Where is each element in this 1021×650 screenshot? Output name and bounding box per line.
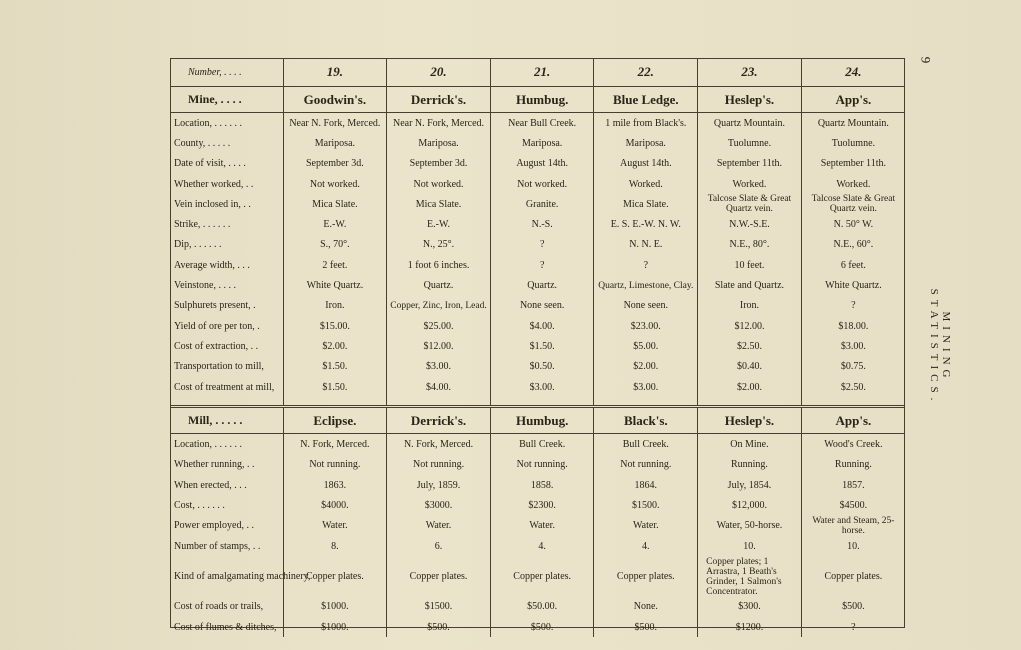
table-row xyxy=(170,516,905,536)
mine-number: 24. xyxy=(801,58,905,87)
table-cell: ? xyxy=(594,255,698,275)
table-cell: 4. xyxy=(490,536,594,556)
table-cell: $3000. xyxy=(387,495,491,515)
table-row xyxy=(170,357,905,377)
mine-number: 23. xyxy=(698,58,802,87)
mining-statistics-table xyxy=(170,58,905,637)
table-cell: $1500. xyxy=(387,597,491,617)
table-cell: 2 feet. xyxy=(283,255,387,275)
mine-number: 19. xyxy=(283,58,387,87)
mine-name: Derrick's. xyxy=(387,87,491,113)
row-label: Veinstone, . . . . xyxy=(174,280,236,292)
table-cell: E.-W. xyxy=(283,214,387,234)
mine-header-row xyxy=(170,87,905,113)
mill-label: Mill, . . . . . xyxy=(170,407,283,434)
table-row xyxy=(170,113,905,134)
table-cell: Near N. Fork, Merced. xyxy=(283,113,387,134)
row-label: Location, . . . . . . xyxy=(174,438,243,450)
table-cell: September 11th. xyxy=(801,154,905,174)
table-cell: Quartz Mountain. xyxy=(698,113,802,134)
table-row xyxy=(170,336,905,356)
table-cell: Water. xyxy=(387,516,491,536)
table-row xyxy=(170,235,905,255)
table-cell: Quartz Mountain. xyxy=(801,113,905,134)
table-cell: Copper plates. xyxy=(801,557,905,597)
table-row xyxy=(170,154,905,174)
table-cell: $1.50. xyxy=(283,357,387,377)
mill-name: Derrick's. xyxy=(387,407,491,434)
table-cell: $500. xyxy=(801,597,905,617)
table-cell: 10. xyxy=(698,536,802,556)
table-cell: $0.40. xyxy=(698,357,802,377)
table-cell: $0.75. xyxy=(801,357,905,377)
table-cell: Wood's Creek. xyxy=(801,434,905,455)
table-cell: Near N. Fork, Merced. xyxy=(387,113,491,134)
table-cell: September 3d. xyxy=(283,154,387,174)
table-cell: ? xyxy=(801,296,905,316)
table-cell: 1858. xyxy=(490,475,594,495)
row-label: Vein inclosed in, . . xyxy=(174,198,251,210)
table-cell: Not worked. xyxy=(387,174,491,194)
table-row xyxy=(170,475,905,495)
table-cell: Not running. xyxy=(594,455,698,475)
table-row xyxy=(170,194,905,214)
table-cell: Worked. xyxy=(801,174,905,194)
table-cell: N. Fork, Merced. xyxy=(283,434,387,455)
table-cell: $18.00. xyxy=(801,316,905,336)
row-label: Location, . . . . . . xyxy=(174,117,243,129)
table-cell: $500. xyxy=(594,617,698,637)
table-row xyxy=(170,597,905,617)
row-label: County, . . . . . xyxy=(174,137,231,149)
mill-name: Black's. xyxy=(594,407,698,434)
table-cell: September 3d. xyxy=(387,154,491,174)
table-cell: $23.00. xyxy=(594,316,698,336)
page-number: 9 xyxy=(918,56,934,64)
table-cell: Running. xyxy=(801,455,905,475)
table-cell: $15.00. xyxy=(283,316,387,336)
table-cell: Quartz. xyxy=(387,275,491,295)
table-cell: E.-W. xyxy=(387,214,491,234)
table-cell: $2.50. xyxy=(698,336,802,356)
row-label: Kind of amalgamating machinery, xyxy=(174,571,311,582)
table-cell: 1857. xyxy=(801,475,905,495)
table-cell: Copper plates. xyxy=(594,557,698,597)
row-label: Strike, . . . . . . xyxy=(174,219,231,231)
table-cell: $50.00. xyxy=(490,597,594,617)
divider-cell xyxy=(801,397,905,407)
table-cell: N. N. E. xyxy=(594,235,698,255)
row-label: Number of stamps, . . xyxy=(174,540,261,552)
table-cell: Worked. xyxy=(698,174,802,194)
table-cell: 6. xyxy=(387,536,491,556)
table-cell: Granite. xyxy=(490,194,594,214)
table-cell: Not running. xyxy=(387,455,491,475)
table-cell: 8. xyxy=(283,536,387,556)
row-label: Cost of treatment at mill, xyxy=(174,381,275,393)
table-cell: Not running. xyxy=(283,455,387,475)
mine-name: App's. xyxy=(801,87,905,113)
table-cell: $2.00. xyxy=(283,336,387,356)
divider-cell xyxy=(387,397,491,407)
table-cell: Water. xyxy=(490,516,594,536)
table-cell: White Quartz. xyxy=(283,275,387,295)
table-cell: N.W.-S.E. xyxy=(698,214,802,234)
table-cell: Water. xyxy=(594,516,698,536)
table-cell: E. S. E.-W. N. W. xyxy=(594,214,698,234)
table-row xyxy=(170,495,905,515)
table-cell: Not worked. xyxy=(490,174,594,194)
table-cell: 10 feet. xyxy=(698,255,802,275)
table-cell: Copper, Zinc, Iron, Lead. xyxy=(387,296,491,316)
table-row xyxy=(170,214,905,234)
table-cell: Water, 50-horse. xyxy=(698,516,802,536)
table-cell: $3.00. xyxy=(594,377,698,397)
table-cell: $2300. xyxy=(490,495,594,515)
table-cell: Slate and Quartz. xyxy=(698,275,802,295)
table-cell: July, 1854. xyxy=(698,475,802,495)
table-cell: Mica Slate. xyxy=(387,194,491,214)
table-cell: S., 70°. xyxy=(283,235,387,255)
table-cell: $4000. xyxy=(283,495,387,515)
table-cell: Mariposa. xyxy=(490,133,594,153)
row-label: Cost, . . . . . . xyxy=(174,500,225,512)
table-cell: $2.00. xyxy=(698,377,802,397)
table-cell: $12.00. xyxy=(698,316,802,336)
table-cell: 4. xyxy=(594,536,698,556)
table-cell: August 14th. xyxy=(490,154,594,174)
mill-name: Humbug. xyxy=(490,407,594,434)
table-cell: $300. xyxy=(698,597,802,617)
table-cell: Mica Slate. xyxy=(283,194,387,214)
table-row xyxy=(170,536,905,556)
table-cell: N.E., 60°. xyxy=(801,235,905,255)
mill-header-row xyxy=(170,407,905,434)
table-cell: On Mine. xyxy=(698,434,802,455)
table-cell: $4.00. xyxy=(387,377,491,397)
table-cell: $1.50. xyxy=(490,336,594,356)
table-row xyxy=(170,133,905,153)
table-cell: Copper plates; 1 Arrastra, 1 Beath's Grinder, 1 Salmon's Concentrator. xyxy=(698,557,802,597)
table-cell: July, 1859. xyxy=(387,475,491,495)
mine-name: Humbug. xyxy=(490,87,594,113)
table-cell: N.E., 80°. xyxy=(698,235,802,255)
divider-cell xyxy=(594,397,698,407)
table-cell: $2.00. xyxy=(594,357,698,377)
mill-name: Heslep's. xyxy=(698,407,802,434)
table-cell: N., 25°. xyxy=(387,235,491,255)
table-row xyxy=(170,255,905,275)
table-cell: 10. xyxy=(801,536,905,556)
table-cell: Bull Creek. xyxy=(490,434,594,455)
mine-name: Blue Ledge. xyxy=(594,87,698,113)
table-cell: $12.00. xyxy=(387,336,491,356)
table-cell: $5.00. xyxy=(594,336,698,356)
mine-number: 22. xyxy=(594,58,698,87)
table-cell: Worked. xyxy=(594,174,698,194)
mill-name: Eclipse. xyxy=(283,407,387,434)
table-cell: Tuolumne. xyxy=(698,133,802,153)
row-label: Whether running, . . xyxy=(174,459,255,471)
table-cell: $1.50. xyxy=(283,377,387,397)
table-cell: $3.00. xyxy=(801,336,905,356)
running-head: MINING STATISTICS. xyxy=(928,288,952,406)
mine-label: Mine, . . . . xyxy=(170,87,283,113)
table-row xyxy=(170,174,905,194)
table-cell: $4500. xyxy=(801,495,905,515)
row-label: Yield of ore per ton, . xyxy=(174,320,260,332)
table-cell: $12,000. xyxy=(698,495,802,515)
row-label: Dip, . . . . . . xyxy=(174,239,222,251)
table-cell: Not worked. xyxy=(283,174,387,194)
table-row xyxy=(170,316,905,336)
divider-cell xyxy=(283,397,387,407)
row-label: Transportation to mill, xyxy=(174,361,264,373)
table-cell: None. xyxy=(594,597,698,617)
table-cell: Water and Steam, 25-horse. xyxy=(801,516,905,536)
row-label: Cost of extraction, . . xyxy=(174,340,259,352)
table-cell: Talcose Slate & Great Quartz vein. xyxy=(801,194,905,214)
table-cell: N.-S. xyxy=(490,214,594,234)
table-cell: Talcose Slate & Great Quartz vein. xyxy=(698,194,802,214)
table-cell: ? xyxy=(490,235,594,255)
table-cell: Mariposa. xyxy=(283,133,387,153)
table-cell: 1863. xyxy=(283,475,387,495)
table-cell: N. Fork, Merced. xyxy=(387,434,491,455)
table-cell: August 14th. xyxy=(594,154,698,174)
table-row xyxy=(170,296,905,316)
table-cell: $500. xyxy=(387,617,491,637)
mill-name: App's. xyxy=(801,407,905,434)
row-label: Cost of roads or trails, xyxy=(174,601,264,613)
section-divider xyxy=(170,397,905,407)
table-row xyxy=(170,275,905,295)
table-cell: White Quartz. xyxy=(801,275,905,295)
table-cell: Mica Slate. xyxy=(594,194,698,214)
table-cell: Bull Creek. xyxy=(594,434,698,455)
row-label: Sulphurets present, . xyxy=(174,300,256,312)
table-cell: September 11th. xyxy=(698,154,802,174)
table-cell: Iron. xyxy=(283,296,387,316)
table-cell: 6 feet. xyxy=(801,255,905,275)
divider-cell xyxy=(698,397,802,407)
table-cell: Iron. xyxy=(698,296,802,316)
number-row xyxy=(170,58,905,87)
divider-cell xyxy=(170,397,283,407)
row-label: Cost of flumes & ditches, xyxy=(174,621,277,633)
row-label: When erected, . . . xyxy=(174,479,247,491)
table-cell: ? xyxy=(490,255,594,275)
number-label: Number, . . . . xyxy=(170,58,283,87)
table-cell: Near Bull Creek. xyxy=(490,113,594,134)
table-cell: $1000. xyxy=(283,597,387,617)
table-cell: 1864. xyxy=(594,475,698,495)
table-cell: Copper plates. xyxy=(283,557,387,597)
table-cell: Mariposa. xyxy=(387,133,491,153)
table-cell: Tuolumne. xyxy=(801,133,905,153)
table-cell: Copper plates. xyxy=(387,557,491,597)
table-cell: $1200. xyxy=(698,617,802,637)
table-cell: $3.00. xyxy=(490,377,594,397)
table-row xyxy=(170,557,905,597)
table-cell: $0.50. xyxy=(490,357,594,377)
row-label: Power employed, . . xyxy=(174,520,254,532)
table-cell: None seen. xyxy=(490,296,594,316)
row-label: Average width, . . . xyxy=(174,259,250,271)
mine-name: Heslep's. xyxy=(698,87,802,113)
table-cell: Copper plates. xyxy=(490,557,594,597)
table-cell: Running. xyxy=(698,455,802,475)
table-cell: $3.00. xyxy=(387,357,491,377)
divider-cell xyxy=(490,397,594,407)
table-row xyxy=(170,455,905,475)
table-cell: N. 50° W. xyxy=(801,214,905,234)
table-cell: 1 mile from Black's. xyxy=(594,113,698,134)
table-cell: 1 foot 6 inches. xyxy=(387,255,491,275)
table-cell: Quartz. xyxy=(490,275,594,295)
mine-name: Goodwin's. xyxy=(283,87,387,113)
table-cell: $500. xyxy=(490,617,594,637)
table-row xyxy=(170,434,905,455)
table-cell: Quartz, Limestone, Clay. xyxy=(594,275,698,295)
row-label: Date of visit, . . . . xyxy=(174,158,246,170)
table-cell: Not running. xyxy=(490,455,594,475)
table-row xyxy=(170,617,905,637)
table-cell: Mariposa. xyxy=(594,133,698,153)
row-label: Whether worked, . . xyxy=(174,178,254,190)
table-cell: $1000. xyxy=(283,617,387,637)
table-row xyxy=(170,377,905,397)
table-cell: None seen. xyxy=(594,296,698,316)
table-cell: $4.00. xyxy=(490,316,594,336)
mine-number: 21. xyxy=(490,58,594,87)
table-cell: Water. xyxy=(283,516,387,536)
table-cell: $1500. xyxy=(594,495,698,515)
table-cell: ? xyxy=(801,617,905,637)
table-cell: $25.00. xyxy=(387,316,491,336)
table-cell: $2.50. xyxy=(801,377,905,397)
mine-number: 20. xyxy=(387,58,491,87)
